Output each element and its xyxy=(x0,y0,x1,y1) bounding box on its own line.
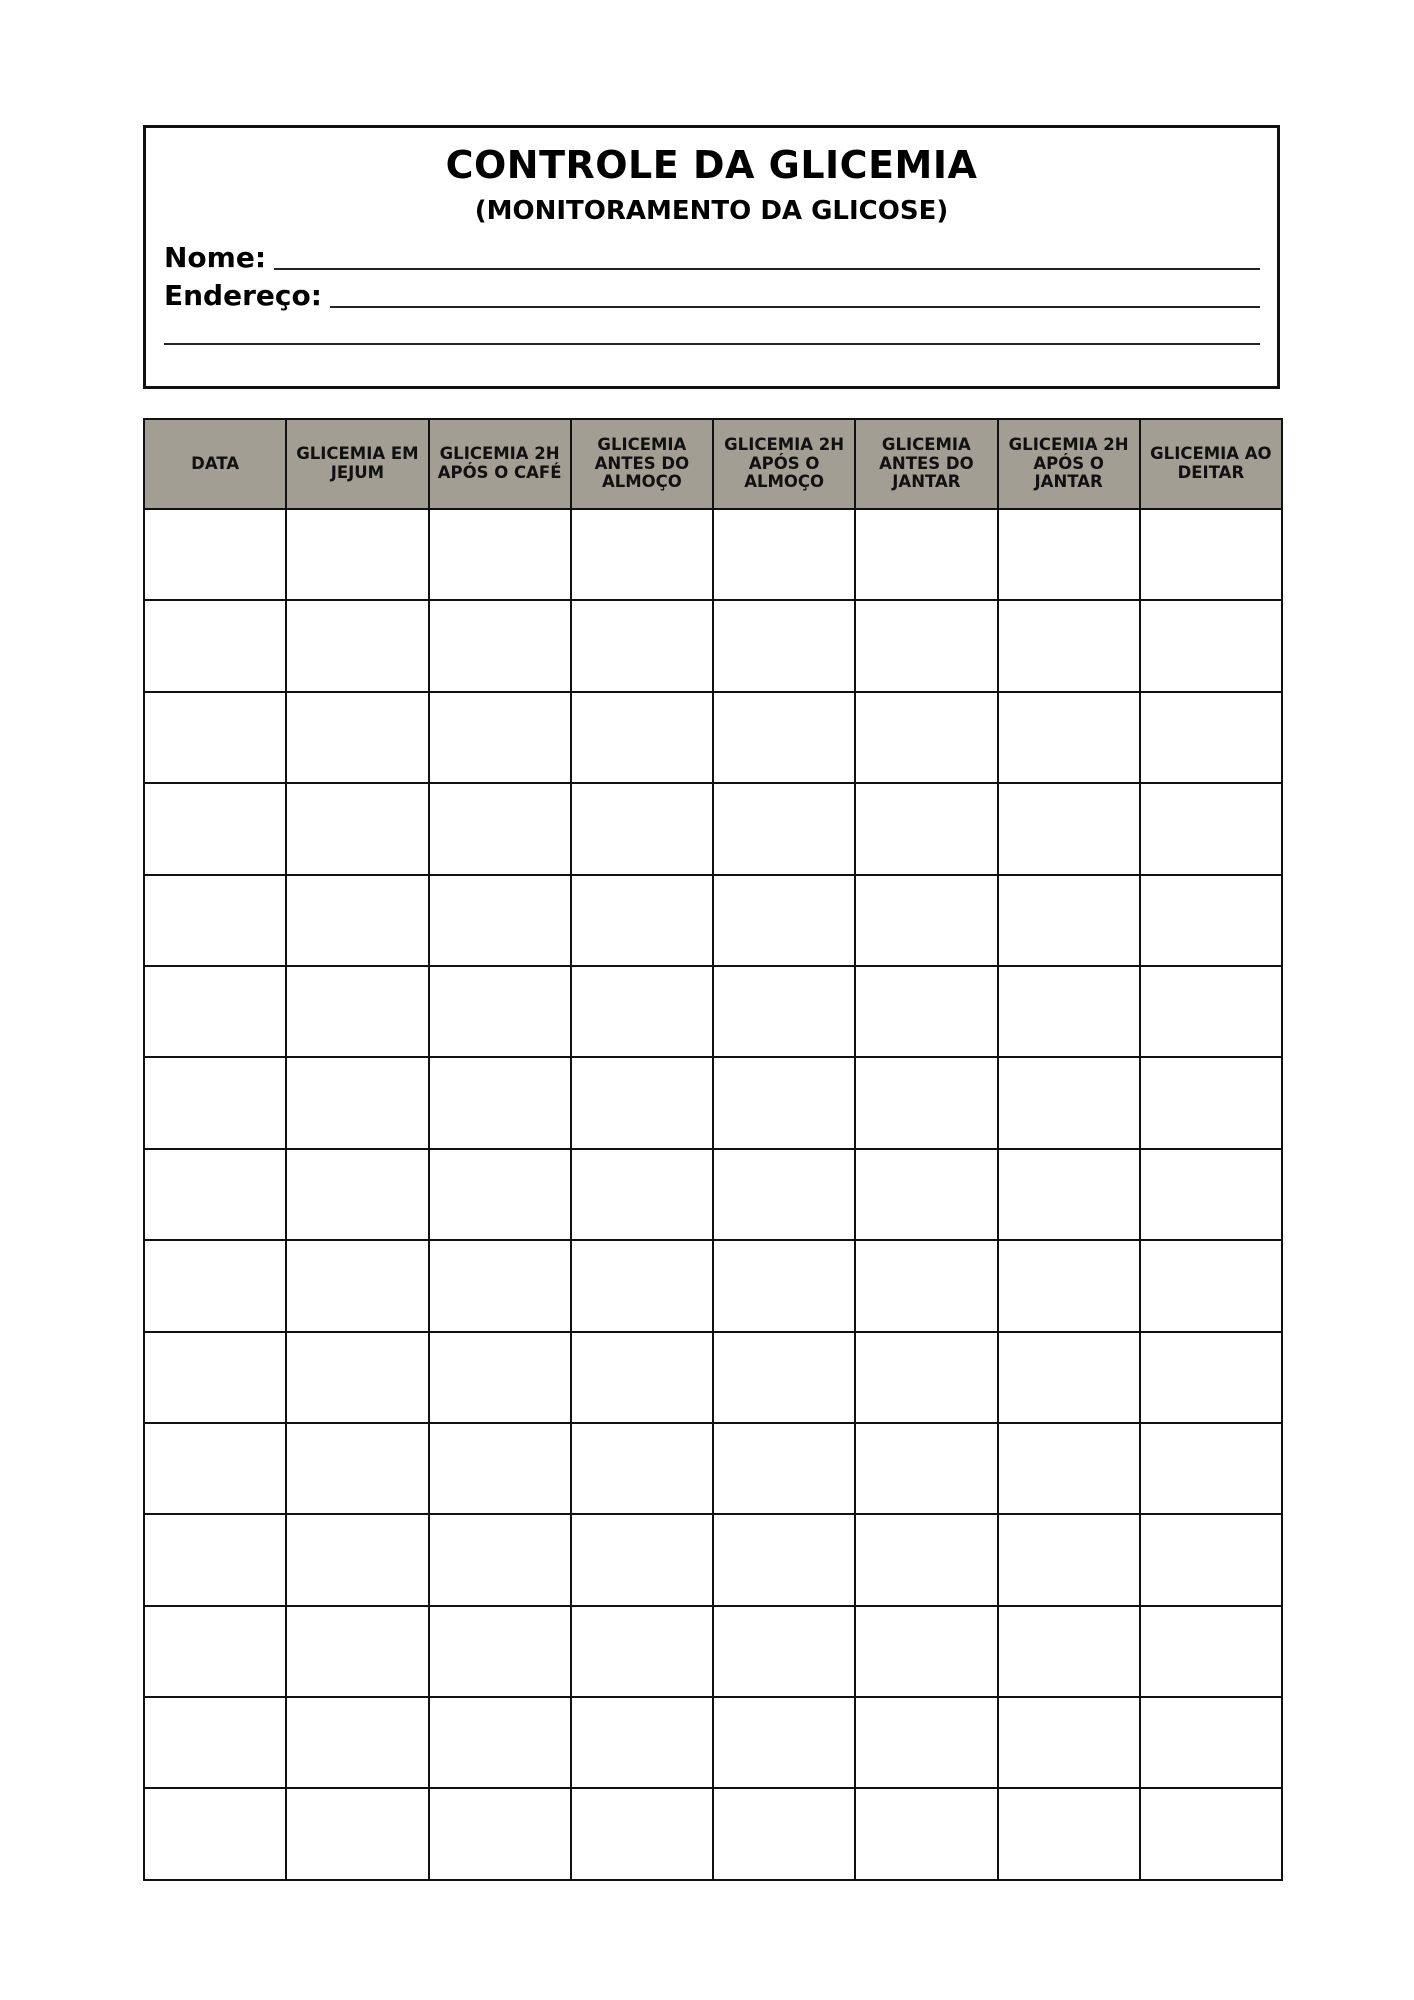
table-cell[interactable] xyxy=(713,1514,855,1605)
table-cell[interactable] xyxy=(286,966,428,1057)
column-header: GLICEMIA AO DEITAR xyxy=(1140,419,1282,509)
table-cell[interactable] xyxy=(1140,1514,1282,1605)
table-cell[interactable] xyxy=(855,1057,997,1148)
table-cell[interactable] xyxy=(998,1697,1140,1788)
table-cell[interactable] xyxy=(998,1423,1140,1514)
table-cell[interactable] xyxy=(144,1057,286,1148)
table-cell[interactable] xyxy=(286,783,428,874)
table-cell[interactable] xyxy=(571,600,713,691)
table-cell[interactable] xyxy=(998,1606,1140,1697)
table-cell[interactable] xyxy=(855,783,997,874)
glicemia-log-table xyxy=(143,418,1283,1881)
table-cell[interactable] xyxy=(144,1423,286,1514)
table-cell[interactable] xyxy=(571,1788,713,1879)
table-cell[interactable] xyxy=(1140,783,1282,874)
table-cell[interactable] xyxy=(713,1057,855,1148)
endereco-label: Endereço: xyxy=(164,279,322,312)
table-cell[interactable] xyxy=(429,1423,571,1514)
table-cell[interactable] xyxy=(286,1514,428,1605)
table-cell[interactable] xyxy=(855,1514,997,1605)
table-cell[interactable] xyxy=(1140,1423,1282,1514)
table-cell[interactable] xyxy=(429,875,571,966)
table-cell[interactable] xyxy=(429,1697,571,1788)
table-cell[interactable] xyxy=(713,1697,855,1788)
column-header: GLICEMIA ANTES DO ALMOÇO xyxy=(571,419,713,509)
table-row xyxy=(144,1240,1282,1331)
nome-input[interactable] xyxy=(274,242,1260,270)
table-row xyxy=(144,1332,1282,1423)
table-cell[interactable] xyxy=(998,600,1140,691)
table-cell[interactable] xyxy=(571,1332,713,1423)
nome-label: Nome: xyxy=(164,241,267,274)
table-cell[interactable] xyxy=(429,1332,571,1423)
table-cell[interactable] xyxy=(429,1149,571,1240)
table-cell[interactable] xyxy=(429,1606,571,1697)
table-cell[interactable] xyxy=(855,1423,997,1514)
table-cell[interactable] xyxy=(286,1606,428,1697)
table-cell[interactable] xyxy=(998,692,1140,783)
table-cell[interactable] xyxy=(998,1788,1140,1879)
table-cell[interactable] xyxy=(713,1423,855,1514)
endereco-line-2[interactable] xyxy=(164,343,1260,345)
table-cell[interactable] xyxy=(429,692,571,783)
table-cell[interactable] xyxy=(855,600,997,691)
table-cell[interactable] xyxy=(713,509,855,600)
table-cell[interactable] xyxy=(429,509,571,600)
table-cell[interactable] xyxy=(1140,875,1282,966)
endereco-field-row xyxy=(164,280,1260,310)
table-cell[interactable] xyxy=(144,600,286,691)
table-row xyxy=(144,1149,1282,1240)
table-cell[interactable] xyxy=(1140,692,1282,783)
page-title: CONTROLE DA GLICEMIA xyxy=(445,143,978,187)
table-cell[interactable] xyxy=(571,966,713,1057)
table-row xyxy=(144,783,1282,874)
table-cell[interactable] xyxy=(429,1057,571,1148)
table-cell[interactable] xyxy=(1140,1240,1282,1331)
table-cell[interactable] xyxy=(1140,1697,1282,1788)
table-cell[interactable] xyxy=(144,1149,286,1240)
table-cell[interactable] xyxy=(286,600,428,691)
table-cell[interactable] xyxy=(998,1514,1140,1605)
table-cell[interactable] xyxy=(855,875,997,966)
table-cell[interactable] xyxy=(855,509,997,600)
table-cell[interactable] xyxy=(571,509,713,600)
table-cell[interactable] xyxy=(286,1149,428,1240)
header-box xyxy=(143,125,1280,389)
table-cell[interactable] xyxy=(144,1697,286,1788)
table-cell[interactable] xyxy=(1140,1149,1282,1240)
table-cell[interactable] xyxy=(144,1514,286,1605)
table-row xyxy=(144,1697,1282,1788)
table-row xyxy=(144,1057,1282,1148)
table-cell[interactable] xyxy=(998,1332,1140,1423)
table-row xyxy=(144,600,1282,691)
table-cell[interactable] xyxy=(998,1149,1140,1240)
table-row xyxy=(144,1423,1282,1514)
table-cell[interactable] xyxy=(1140,1788,1282,1879)
table-cell[interactable] xyxy=(713,1788,855,1879)
table-cell[interactable] xyxy=(571,692,713,783)
table-cell[interactable] xyxy=(998,509,1140,600)
table-row xyxy=(144,1606,1282,1697)
table-cell[interactable] xyxy=(713,1149,855,1240)
table-row xyxy=(144,1788,1282,1879)
table-cell[interactable] xyxy=(144,1240,286,1331)
table-body xyxy=(144,509,1282,1880)
table-cell[interactable] xyxy=(571,875,713,966)
table-cell[interactable] xyxy=(713,1606,855,1697)
table-cell[interactable] xyxy=(286,509,428,600)
table-cell[interactable] xyxy=(286,1423,428,1514)
table-cell[interactable] xyxy=(855,1149,997,1240)
table-cell[interactable] xyxy=(429,600,571,691)
endereco-input[interactable] xyxy=(330,280,1260,308)
table-cell[interactable] xyxy=(144,966,286,1057)
table-cell[interactable] xyxy=(998,783,1140,874)
table-cell[interactable] xyxy=(144,509,286,600)
table-cell[interactable] xyxy=(286,1788,428,1879)
table-row xyxy=(144,692,1282,783)
table-cell[interactable] xyxy=(429,1240,571,1331)
column-header: GLICEMIA 2H APÓS O CAFÉ xyxy=(429,419,571,509)
table-cell[interactable] xyxy=(998,966,1140,1057)
table-cell[interactable] xyxy=(998,1240,1140,1331)
table-cell[interactable] xyxy=(998,875,1140,966)
table-cell[interactable] xyxy=(713,1332,855,1423)
table-cell[interactable] xyxy=(571,1240,713,1331)
table-cell[interactable] xyxy=(286,692,428,783)
table-cell[interactable] xyxy=(571,1697,713,1788)
table-cell[interactable] xyxy=(571,783,713,874)
table-cell[interactable] xyxy=(144,875,286,966)
table-row xyxy=(144,875,1282,966)
table-cell[interactable] xyxy=(1140,600,1282,691)
table-cell[interactable] xyxy=(429,1788,571,1879)
column-header: GLICEMIA 2H APÓS O JANTAR xyxy=(998,419,1140,509)
table-cell[interactable] xyxy=(713,1240,855,1331)
column-header: GLICEMIA 2H APÓS O ALMOÇO xyxy=(713,419,855,509)
table-cell[interactable] xyxy=(855,1697,997,1788)
table-cell[interactable] xyxy=(855,1788,997,1879)
table-cell[interactable] xyxy=(713,966,855,1057)
table-header-row xyxy=(144,419,1282,509)
table-cell[interactable] xyxy=(713,600,855,691)
table-cell[interactable] xyxy=(571,1149,713,1240)
table-cell[interactable] xyxy=(286,1697,428,1788)
table-cell[interactable] xyxy=(429,783,571,874)
table-cell[interactable] xyxy=(855,692,997,783)
table-cell[interactable] xyxy=(571,1057,713,1148)
table-cell[interactable] xyxy=(144,1788,286,1879)
table-cell[interactable] xyxy=(1140,1606,1282,1697)
table-cell[interactable] xyxy=(855,1606,997,1697)
table-cell[interactable] xyxy=(571,1606,713,1697)
table-cell[interactable] xyxy=(1140,1332,1282,1423)
table-row xyxy=(144,1514,1282,1605)
column-header: GLICEMIA EM JEJUM xyxy=(286,419,428,509)
table-cell[interactable] xyxy=(429,966,571,1057)
table-cell[interactable] xyxy=(998,1057,1140,1148)
table-cell[interactable] xyxy=(144,783,286,874)
table-cell[interactable] xyxy=(571,1423,713,1514)
table-cell[interactable] xyxy=(286,1332,428,1423)
table-cell[interactable] xyxy=(571,1514,713,1605)
table-cell[interactable] xyxy=(713,875,855,966)
table-cell[interactable] xyxy=(1140,509,1282,600)
table-cell[interactable] xyxy=(1140,1057,1282,1148)
table-cell[interactable] xyxy=(286,875,428,966)
table-cell[interactable] xyxy=(144,1606,286,1697)
table-cell[interactable] xyxy=(144,1332,286,1423)
table-cell[interactable] xyxy=(286,1057,428,1148)
table-cell[interactable] xyxy=(855,1240,997,1331)
table-cell[interactable] xyxy=(713,783,855,874)
table-row xyxy=(144,509,1282,600)
table-cell[interactable] xyxy=(144,692,286,783)
table-cell[interactable] xyxy=(429,1514,571,1605)
table-row xyxy=(144,966,1282,1057)
table-cell[interactable] xyxy=(855,966,997,1057)
table-cell[interactable] xyxy=(713,692,855,783)
page-subtitle: (MONITORAMENTO DA GLICOSE) xyxy=(474,196,949,226)
column-header: DATA xyxy=(144,419,286,509)
table-cell[interactable] xyxy=(1140,966,1282,1057)
nome-field-row xyxy=(164,242,1260,272)
column-header: GLICEMIA ANTES DO JANTAR xyxy=(855,419,997,509)
table-cell[interactable] xyxy=(286,1240,428,1331)
table-cell[interactable] xyxy=(855,1332,997,1423)
